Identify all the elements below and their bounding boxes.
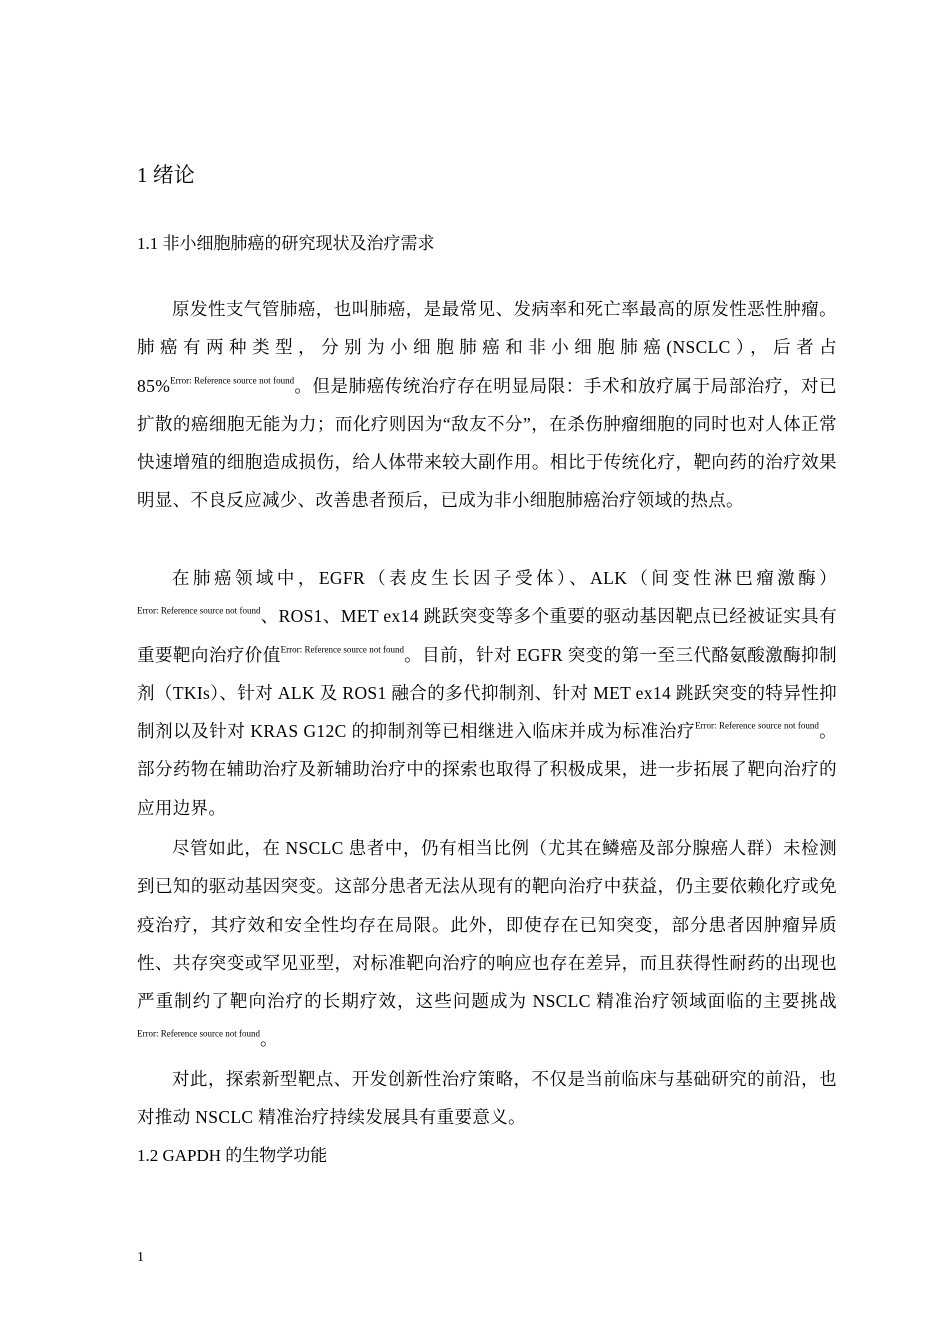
paragraph-3-text-b: 。 xyxy=(259,1029,278,1050)
reference-error-marker: Error: Reference source not found xyxy=(695,720,819,731)
section-heading-1-1: 1.1 非小细胞肺癌的研究现状及治疗需求 xyxy=(137,234,435,253)
reference-error-marker: Error: Reference source not found xyxy=(137,605,261,616)
paragraph-3 xyxy=(137,829,837,1059)
paragraph-1-text-b: 。但是肺癌传统治疗存在明显局限：手术和放疗属于局部治疗，对已扩散的癌细胞无能为力；而化疗则因为“敌友不分”，在杀伤肿瘤细胞的同时也对人体正常快速增殖的细胞造成损伤，给人体带来较大副作用。相比于传统化疗，靶向药的治疗效果明显、不良反应减少、改善患者预后，已成为非小细胞肺癌治疗领域的热点。 xyxy=(137,375,837,511)
paragraph-1 xyxy=(137,290,837,520)
chapter-heading: 1 绪论 xyxy=(137,163,195,187)
reference-error-marker: Error: Reference source not found xyxy=(170,375,295,386)
paragraph-2-text-c: 。目前，针对 EGFR 突变的第一至三代酪氨酸激酶抑制剂（TKIs）、针对 ALK 及 ROS1 融合的多代抑制剂、针对 MET ex14 跳跃突变的特异性抑制剂以及针对 KRAS G12C 的抑制剂等已相继进入临床并成为标准治疗 xyxy=(137,644,837,742)
page-number: 1 xyxy=(137,1250,144,1265)
section-heading-1-2: 1.2 GAPDH 的生物学功能 xyxy=(137,1146,328,1165)
paragraph-4: 对此，探索新型靶点、开发创新性治疗策略，不仅是当前临床与基础研究的前沿，也对推动 NSCLC 精准治疗持续发展具有重要意义。 xyxy=(137,1069,837,1128)
paragraph-2-text-b: 、ROS1、MET ex14 跳跃突变等多个重要的驱动基因靶点已经被证实具有重要靶向治疗价值 xyxy=(137,606,838,665)
paragraph-1-text-a: 原发性支气管肺癌，也叫肺癌，是最常见、发病率和死亡率最高的原发性恶性肿瘤。肺癌有两种类型，分别为小细胞肺癌和非小细胞肺癌(NSCLC），后者占 85% xyxy=(137,299,837,396)
paragraph-2-text-a: 在肺癌领域中，EGFR（表皮生长因子受体）、ALK（间变性淋巴瘤激酶） xyxy=(172,568,837,588)
paragraph-3-text-a: 尽管如此，在 NSCLC 患者中，仍有相当比例（尤其在鳞癌及部分腺癌人群）未检测到已知的驱动基因突变。这部分患者无法从现有的靶向治疗中获益，仍主要依赖化疗或免疫治疗，其疗效和安全性均存在局限。此外，即使存在已知突变，部分患者因肿瘤异质性、共存突变或罕见亚型，对标准靶向治疗的响应也存在差异，而且获得性耐药的出现也严重制约了靶向治疗的长期疗效，这些问题成为 NSCLC 精准治疗领域面临的主要挑战 xyxy=(137,838,837,1012)
paragraph-2 xyxy=(137,559,837,827)
paragraph-2-text-d: 。部分药物在辅助治疗及新辅助治疗中的探索也取得了积极成果，进一步拓展了靶向治疗的应用边界。 xyxy=(137,721,837,818)
reference-error-marker: Error: Reference source not found xyxy=(137,1028,260,1039)
reference-error-marker: Error: Reference source not found xyxy=(280,644,405,655)
